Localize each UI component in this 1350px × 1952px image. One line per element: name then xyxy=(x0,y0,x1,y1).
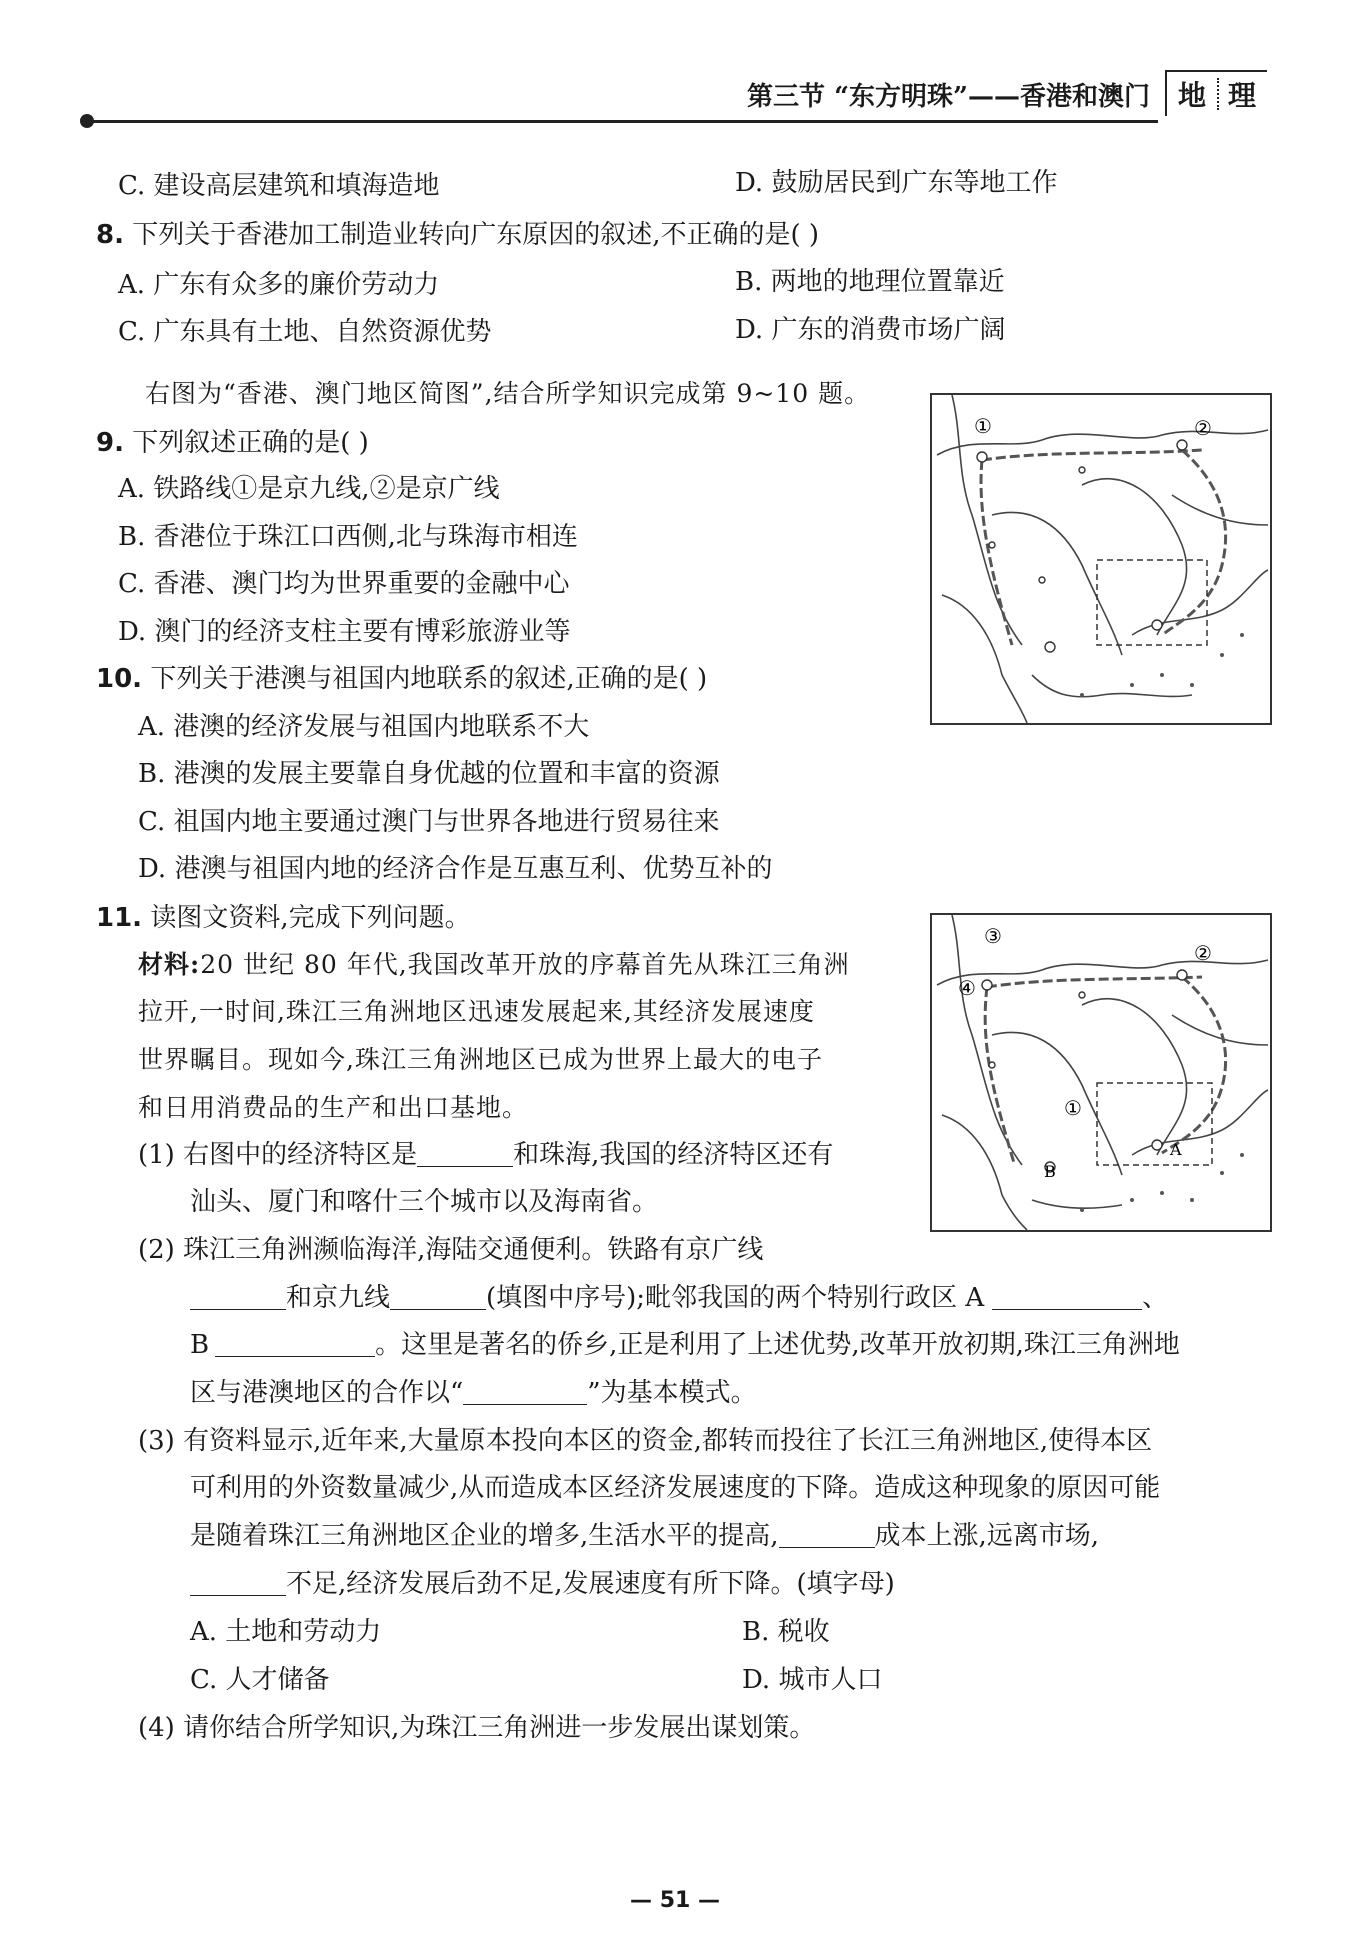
map1-label-1: ① xyxy=(974,414,992,438)
q11-p3-blank-1[interactable] xyxy=(779,1521,875,1548)
q11-part-3-line-3 xyxy=(190,1515,1099,1552)
q11-material-line-4: 和日用消费品的生产和出口基地。 xyxy=(138,1093,529,1122)
q8-option-b: B. 两地的地理位置靠近 xyxy=(735,267,1005,297)
q11-part-2-line-2 xyxy=(190,1277,1168,1314)
q9-option-a: A. 铁路线①是京九线,②是京广线 xyxy=(118,474,500,504)
q9-option-d: D. 澳门的经济支柱主要有博彩旅游业等 xyxy=(118,617,571,647)
map1-label-2: ② xyxy=(1194,416,1212,440)
q11-p2-text-h: ”为基本模式。 xyxy=(587,1378,757,1408)
q11-p2-text-b: 和京九线 xyxy=(286,1283,391,1313)
q11-part-2-line-4 xyxy=(190,1372,757,1409)
q9-option-b: B. 香港位于珠江口西侧,北与珠海市相连 xyxy=(118,522,578,552)
q11-part-3-option-b: B. 税收 xyxy=(742,1617,830,1647)
q10-option-c: C. 祖国内地主要通过澳门与世界各地进行贸易往来 xyxy=(138,807,720,837)
map-drawing xyxy=(932,395,1270,723)
q10-option-b: B. 港澳的发展主要靠自身优越的位置和丰富的资源 xyxy=(138,759,720,789)
q11-p2-blank-a[interactable] xyxy=(992,1283,1142,1310)
map2-label-b: B xyxy=(1044,1162,1056,1181)
q11-p2-text-d: 、 xyxy=(1142,1283,1169,1313)
q11-number: 11. xyxy=(96,903,143,933)
q11-material-line-1 xyxy=(138,945,850,981)
q8-stem-text: 下列关于香港加工制造业转向广东原因的叙述,不正确的是( ) xyxy=(132,220,820,250)
q9-number: 9. xyxy=(96,428,124,458)
q11-part-3-option-a: A. 土地和劳动力 xyxy=(190,1617,382,1647)
q8-option-a: A. 广东有众多的廉价劳动力 xyxy=(118,270,440,300)
q11-part-3-line-2: 可利用的外资数量减少,从而造成本区经济发展速度的下降。造成这种现象的原因可能 xyxy=(190,1473,1161,1503)
q11-p2-blank-b[interactable] xyxy=(215,1330,375,1357)
section-title: 第三节 “东方明珠”——香港和澳门 xyxy=(747,82,1150,112)
q11-p1-text-b: 和珠海,我国的经济特区还有 xyxy=(513,1140,834,1170)
map2-drawing xyxy=(932,915,1270,1230)
subject-box xyxy=(1165,70,1267,116)
q9-stem-text: 下列叙述正确的是( ) xyxy=(132,428,369,458)
intro-9-10: 右图为“香港、澳门地区简图”,结合所学知识完成第 9~10 题。 xyxy=(145,379,871,408)
q11-part-3-line-1: (3) 有资料显示,近年来,大量原本投向本区的资金,都转而投往了长江三角洲地区,使得本区 xyxy=(138,1426,1153,1456)
q9-stem xyxy=(96,422,369,459)
map2-label-3: ③ xyxy=(984,924,1002,948)
q11-p2-blank-2[interactable] xyxy=(390,1283,486,1310)
header-rule xyxy=(86,120,1158,123)
q11-stem xyxy=(96,897,471,934)
q11-p2-blank-model[interactable] xyxy=(463,1378,587,1405)
q11-p3-blank-2[interactable] xyxy=(190,1569,286,1596)
map2-label-1: ① xyxy=(1064,1096,1082,1120)
material-label: 材料: xyxy=(138,950,201,979)
q7-option-c: C. 建设高层建筑和填海造地 xyxy=(118,171,440,201)
q10-stem-text: 下列关于港澳与祖国内地联系的叙述,正确的是( ) xyxy=(150,664,708,694)
q11-p3-text-d: 成本上涨,远离市场, xyxy=(874,1521,1100,1551)
q8-option-c: C. 广东具有土地、自然资源优势 xyxy=(118,317,492,347)
q11-p2-text-g: 区与港澳地区的合作以“ xyxy=(190,1378,464,1408)
q10-option-a: A. 港澳的经济发展与祖国内地联系不大 xyxy=(138,712,590,742)
q8-option-d: D. 广东的消费市场广阔 xyxy=(735,315,1006,345)
q11-part-3-line-4 xyxy=(190,1563,895,1600)
q7-option-d: D. 鼓励居民到广东等地工作 xyxy=(735,168,1058,198)
subject-char-2: 理 xyxy=(1227,79,1256,112)
q9-option-c: C. 香港、澳门均为世界重要的金融中心 xyxy=(118,569,570,599)
q11-part-2-line-1: (2) 珠江三角洲濒临海洋,海陆交通便利。铁路有京广线 xyxy=(138,1235,764,1265)
material-text-1: 20 世纪 80 年代,我国改革开放的序幕首先从珠江三角洲 xyxy=(200,950,850,979)
q11-p1-blank[interactable] xyxy=(417,1140,513,1167)
q10-stem xyxy=(96,658,707,695)
q11-part-3-option-d: D. 城市人口 xyxy=(742,1665,883,1695)
q11-material-line-2: 拉开,一时间,珠江三角洲地区迅速发展起来,其经济发展速度 xyxy=(138,997,815,1026)
map2-label-4: ④ xyxy=(958,976,976,1000)
pearl-river-delta-map xyxy=(930,913,1272,1232)
q11-p2-text-e: B xyxy=(190,1330,210,1360)
q11-part-1-line-2: 汕头、厦门和喀什三个城市以及海南省。 xyxy=(190,1187,659,1217)
q11-p2-text-c: (填图中序号);毗邻我国的两个特别行政区 A xyxy=(486,1283,985,1313)
q10-option-d: D. 港澳与祖国内地的经济合作是互惠互利、优势互补的 xyxy=(138,854,773,884)
q11-p2-blank-1[interactable] xyxy=(190,1283,286,1310)
q8-stem xyxy=(96,214,819,251)
q11-part-3-option-c: C. 人才储备 xyxy=(190,1665,330,1695)
q11-material-line-3: 世界瞩目。现如今,珠江三角洲地区已成为世界上最大的电子 xyxy=(138,1045,823,1074)
q11-part-4: (4) 请你结合所学知识,为珠江三角洲进一步发展出谋划策。 xyxy=(138,1713,816,1743)
map2-label-a: A xyxy=(1170,1140,1182,1159)
subject-char-1: 地 xyxy=(1177,79,1206,112)
q11-p2-text-f: 。这里是著名的侨乡,正是利用了上述优势,改革开放初期,珠江三角洲地 xyxy=(375,1330,1180,1360)
q11-part-2-line-3 xyxy=(190,1324,1180,1361)
q11-part-1-line-1 xyxy=(138,1134,833,1171)
q11-p3-text-c: 是随着珠江三角洲地区企业的增多,生活水平的提高, xyxy=(190,1521,779,1551)
q11-p1-text-a: (1) 右图中的经济特区是 xyxy=(138,1140,418,1170)
q11-p3-text-e: 不足,经济发展后劲不足,发展速度有所下降。(填字母) xyxy=(286,1569,895,1599)
map2-label-2: ② xyxy=(1194,941,1212,965)
q8-number: 8. xyxy=(96,220,124,250)
q11-stem-text: 读图文资料,完成下列问题。 xyxy=(150,903,471,933)
page-number: — 51 — xyxy=(630,1888,720,1913)
hk-macau-map xyxy=(930,393,1272,725)
q10-number: 10. xyxy=(96,664,143,694)
